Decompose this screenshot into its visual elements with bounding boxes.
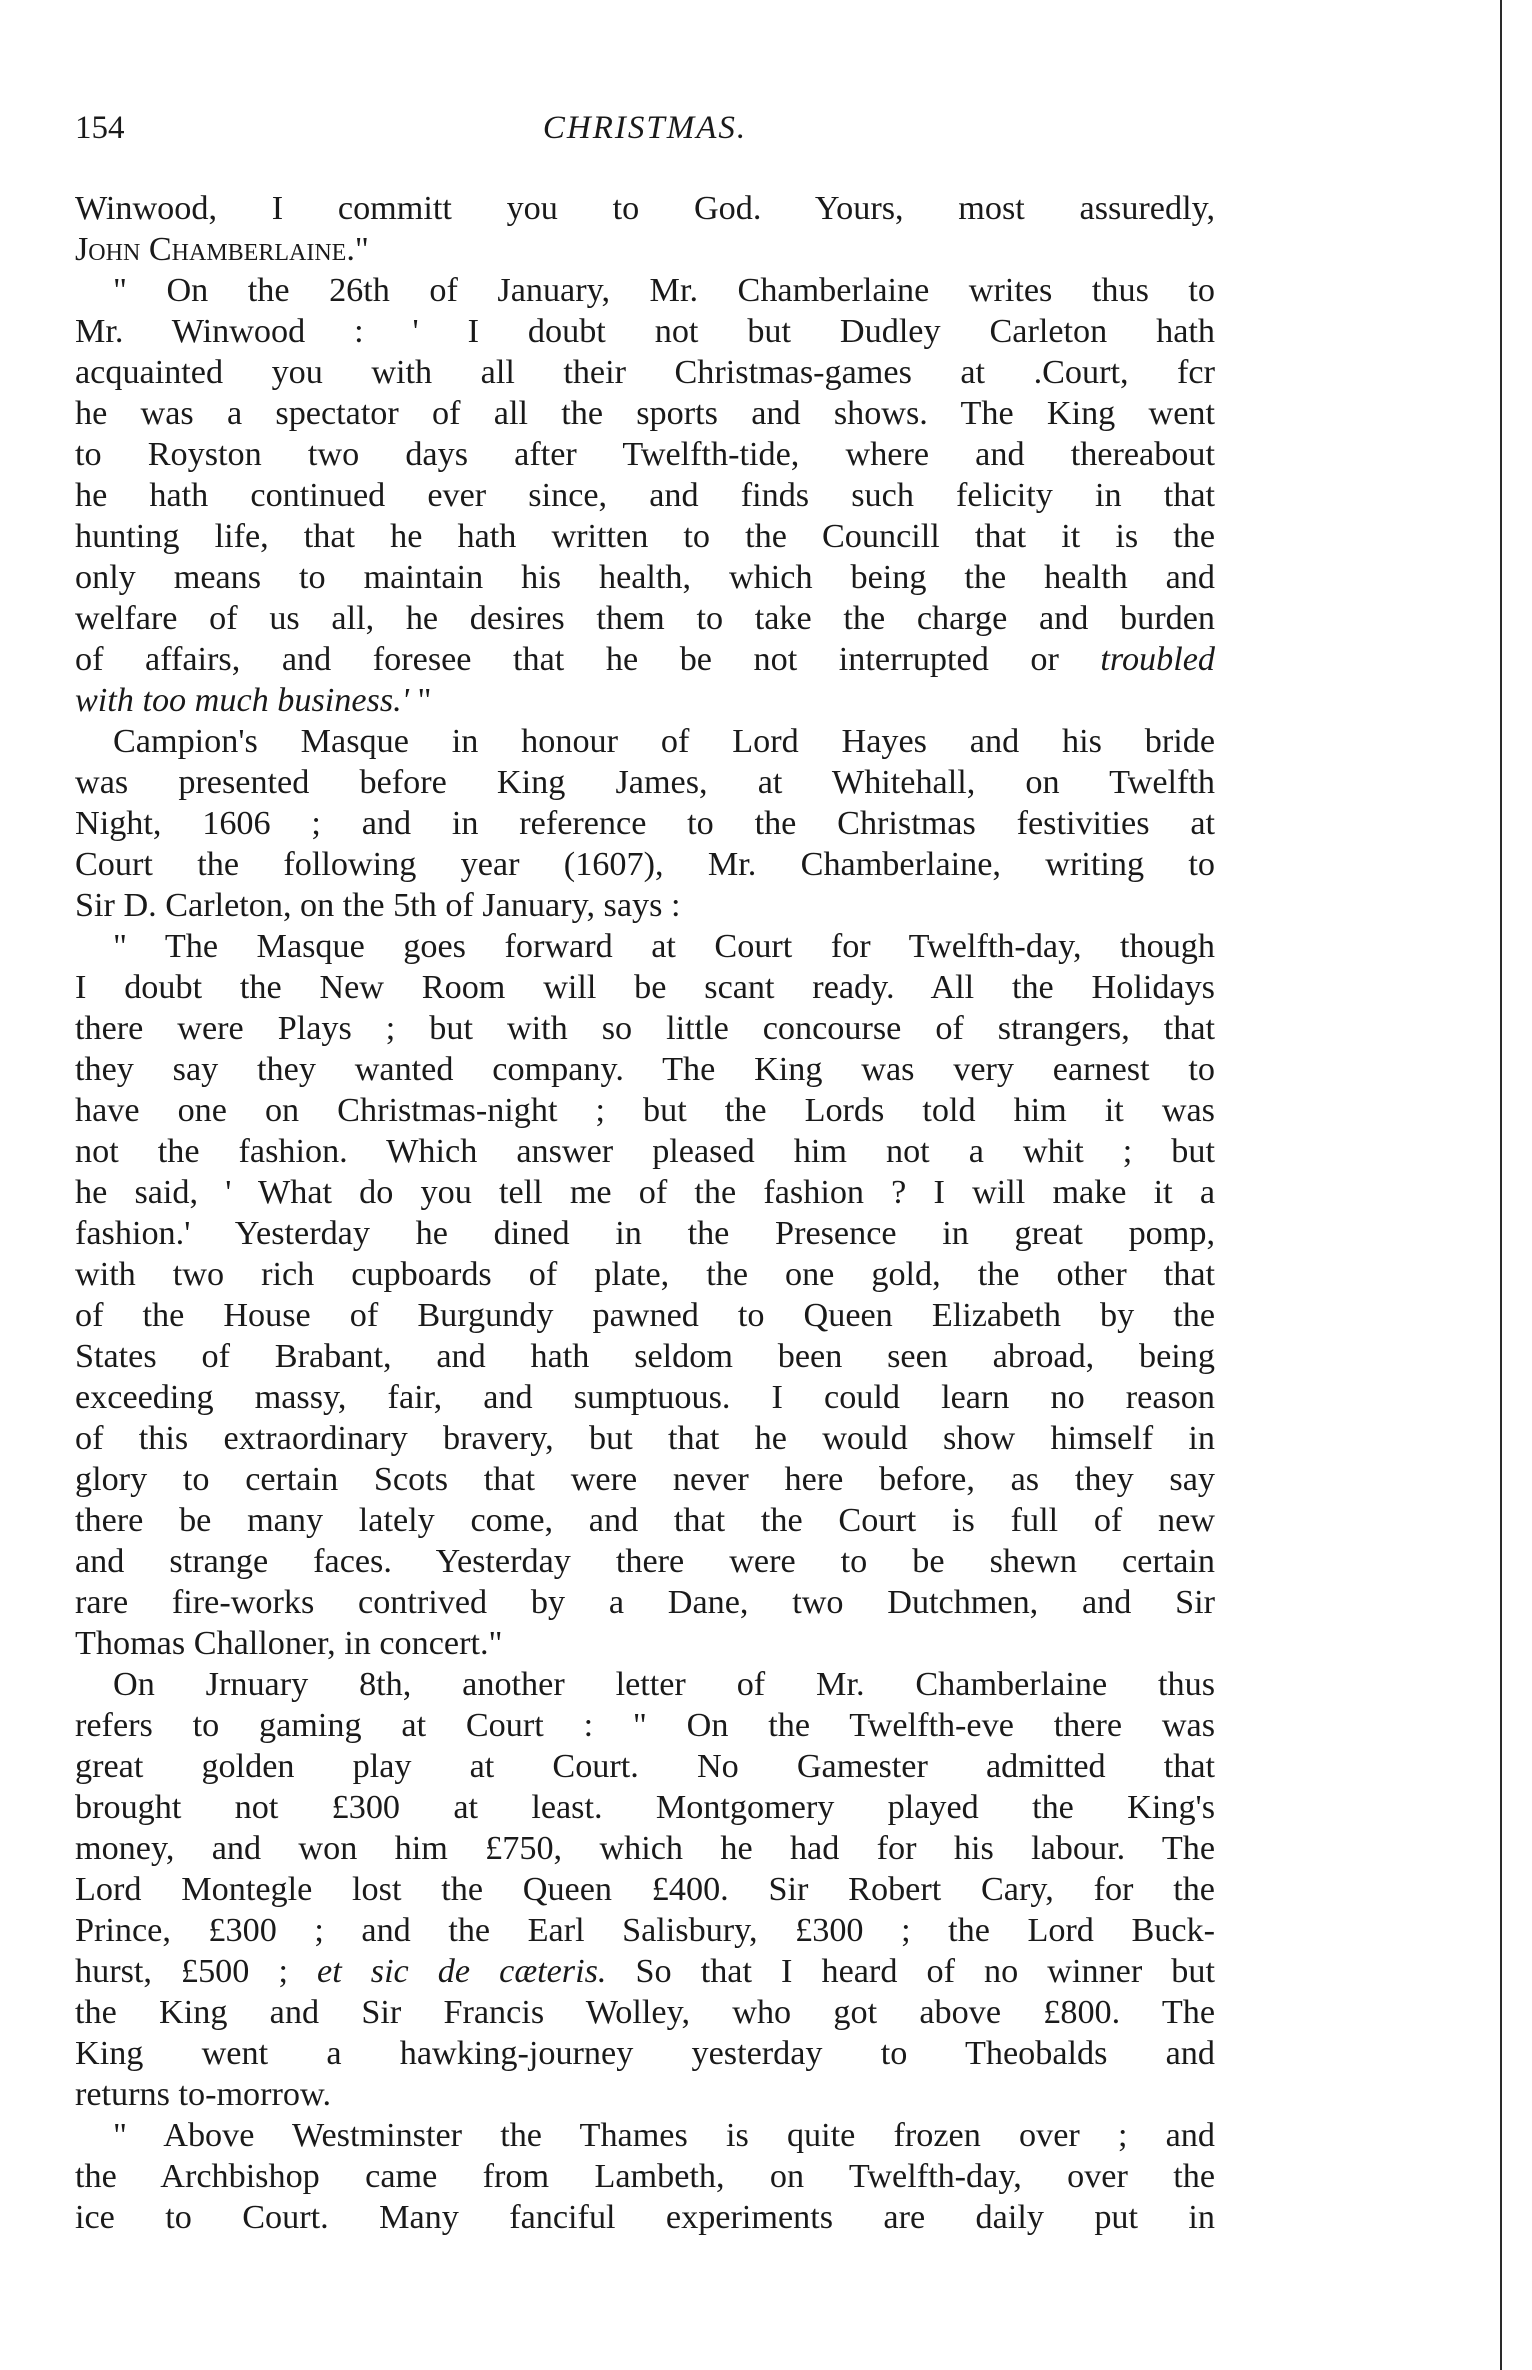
plain-text: of the House of Burgundy pawned to Queen Elizabeth by the	[75, 1297, 1215, 1334]
plain-text: to Royston two days after Twelfth-tide, where and thereabout	[75, 436, 1215, 473]
plain-text: hurst, £500 ;	[75, 1953, 318, 1990]
text-line	[75, 762, 1215, 803]
text-line	[75, 1049, 1215, 1090]
text-line	[75, 2074, 1215, 2115]
plain-text: glory to certain Scots that were never here before, as they say	[75, 1461, 1215, 1498]
text-line	[75, 2156, 1215, 2197]
plain-text: Court the following year (1607), Mr. Chamberlaine, writing to	[75, 846, 1215, 883]
plain-text: Mr. Winwood : ' I doubt not but Dudley Carleton hath	[75, 313, 1215, 350]
text-line	[75, 1131, 1215, 1172]
plain-text: "	[409, 682, 432, 719]
text-line	[75, 1705, 1215, 1746]
text-line	[75, 2197, 1215, 2238]
plain-text: of this extraordinary bravery, but that he would show himself in	[75, 1420, 1215, 1457]
plain-text: " Above Westminster the Thames is quite frozen over ; and	[113, 2117, 1215, 2154]
plain-text: fashion.' Yesterday he dined in the Presence in great pomp,	[75, 1215, 1215, 1252]
text-line	[75, 1459, 1215, 1500]
plain-text: King went a hawking-journey yesterday to Theobalds and	[75, 2035, 1215, 2072]
small-caps-name: John Chamberlaine	[75, 231, 347, 268]
plain-text: returns to-morrow.	[75, 2076, 332, 2113]
text-line	[75, 1254, 1215, 1295]
plain-text: the King and Sir Francis Wolley, who got above £800. The	[75, 1994, 1215, 2031]
text-line	[75, 844, 1215, 885]
plain-text: Prince, £300 ; and the Earl Salisbury, £300 ; the Lord Buck-	[75, 1912, 1215, 1949]
text-line	[75, 967, 1215, 1008]
plain-text: refers to gaming at Court : " On the Twelfth-eve there was	[75, 1707, 1215, 1744]
plain-text: brought not £300 at least. Montgomery played the King's	[75, 1789, 1215, 1826]
plain-text: have one on Christmas-night ; but the Lords told him it was	[75, 1092, 1215, 1129]
text-line	[75, 598, 1215, 639]
plain-text: Sir D. Carleton, on the 5th of January, says :	[75, 887, 681, 924]
text-line	[75, 1623, 1215, 1664]
text-line	[75, 926, 1215, 967]
plain-text: the Archbishop came from Lambeth, on Twelfth-day, over the	[75, 2158, 1215, 2195]
italic-text: et sic de cæteris.	[317, 1953, 607, 1990]
italic-text: with too much business.'	[75, 682, 409, 719]
text-line	[75, 1582, 1215, 1623]
plain-text: not the fashion. Which answer pleased him not a whit ; but	[75, 1133, 1215, 1170]
text-line	[75, 516, 1215, 557]
text-line	[75, 680, 1215, 721]
text-line	[75, 1295, 1215, 1336]
text-line	[75, 434, 1215, 475]
plain-text: he was a spectator of all the sports and shows. The King went	[75, 395, 1215, 432]
plain-text: acquainted you with all their Christmas-games at .Court, fcr	[75, 354, 1215, 391]
plain-text: ice to Court. Many fanciful experiments are daily put in	[75, 2199, 1215, 2236]
italic-text: troubled	[1100, 641, 1215, 678]
plain-text: there be many lately come, and that the Court is full of new	[75, 1502, 1215, 1539]
text-line	[75, 1787, 1215, 1828]
text-line	[75, 352, 1215, 393]
text-line	[75, 475, 1215, 516]
text-line	[75, 2115, 1215, 2156]
text-line	[75, 721, 1215, 762]
plain-text: there were Plays ; but with so little concourse of strangers, that	[75, 1010, 1215, 1047]
text-line	[75, 1213, 1215, 1254]
plain-text: Campion's Masque in honour of Lord Hayes and his bride	[113, 723, 1215, 760]
text-line	[75, 1869, 1215, 1910]
plain-text: welfare of us all, he desires them to take the charge and burden	[75, 600, 1215, 637]
plain-text: Winwood, I committ you to God. Yours, most assuredly,	[75, 190, 1215, 227]
plain-text: Lord Montegle lost the Queen £400. Sir Robert Cary, for the	[75, 1871, 1215, 1908]
text-line	[75, 1336, 1215, 1377]
plain-text: exceeding massy, fair, and sumptuous. I could learn no reason	[75, 1379, 1215, 1416]
text-line	[75, 557, 1215, 598]
text-line	[75, 1910, 1215, 1951]
text-line	[75, 270, 1215, 311]
text-line	[75, 1090, 1215, 1131]
plain-text: money, and won him £750, which he had for his labour. The	[75, 1830, 1215, 1867]
plain-text: great golden play at Court. No Gamester admitted that	[75, 1748, 1215, 1785]
text-line	[75, 1500, 1215, 1541]
plain-text: was presented before King James, at Whitehall, on Twelfth	[75, 764, 1215, 801]
text-line	[75, 393, 1215, 434]
plain-text: I doubt the New Room will be scant ready. All the Holidays	[75, 969, 1215, 1006]
text-line	[75, 311, 1215, 352]
page-number: 154	[75, 110, 125, 146]
plain-text: and strange faces. Yesterday there were to be shewn certain	[75, 1543, 1215, 1580]
text-line	[75, 803, 1215, 844]
text-line	[75, 2033, 1215, 2074]
plain-text: hunting life, that he hath written to the Councill that it is the	[75, 518, 1215, 555]
text-line	[75, 1008, 1215, 1049]
text-line	[75, 639, 1215, 680]
text-line	[75, 1951, 1215, 1992]
plain-text: " On the 26th of January, Mr. Chamberlaine writes thus to	[113, 272, 1215, 309]
plain-text: So that I heard of no winner but	[606, 1953, 1215, 1990]
plain-text: rare fire-works contrived by a Dane, two Dutchmen, and Sir	[75, 1584, 1215, 1621]
body-text	[75, 188, 1215, 2238]
text-line	[75, 188, 1215, 229]
plain-text: only means to maintain his health, which being the health and	[75, 559, 1215, 596]
plain-text: he hath continued ever since, and finds such felicity in that	[75, 477, 1215, 514]
plain-text: Night, 1606 ; and in reference to the Christmas festivities at	[75, 805, 1215, 842]
text-line	[75, 1418, 1215, 1459]
text-line	[75, 1541, 1215, 1582]
plain-text: of affairs, and foresee that he be not interrupted or	[75, 641, 1101, 678]
plain-text: they say they wanted company. The King was very earnest to	[75, 1051, 1215, 1088]
running-title: CHRISTMAS.	[542, 110, 748, 146]
text-line	[75, 229, 1215, 270]
text-line	[75, 885, 1215, 926]
text-line	[75, 1828, 1215, 1869]
text-line	[75, 1664, 1215, 1705]
plain-text: States of Brabant, and hath seldom been seen abroad, being	[75, 1338, 1215, 1375]
text-line	[75, 1377, 1215, 1418]
plain-text: Thomas Challoner, in concert."	[75, 1625, 503, 1662]
plain-text: he said, ' What do you tell me of the fashion ? I will make it a	[75, 1174, 1215, 1211]
text-line	[75, 1992, 1215, 2033]
plain-text: with two rich cupboards of plate, the one gold, the other that	[75, 1256, 1215, 1293]
plain-text: ."	[346, 231, 369, 268]
plain-text: On Jrnuary 8th, another letter of Mr. Chamberlaine thus	[113, 1666, 1215, 1703]
text-line	[75, 1746, 1215, 1787]
text-line	[75, 1172, 1215, 1213]
page-edge-rule	[1500, 0, 1502, 2370]
running-head	[75, 110, 1215, 154]
plain-text: " The Masque goes forward at Court for Twelfth-day, though	[113, 928, 1215, 965]
